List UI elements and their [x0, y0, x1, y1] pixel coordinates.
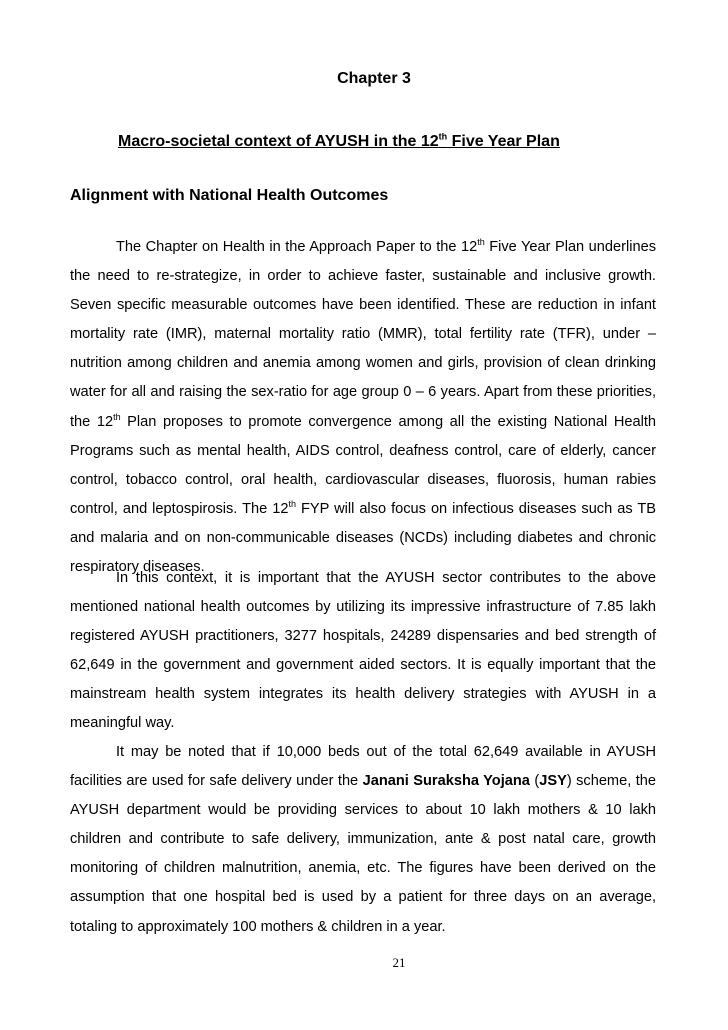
subtitle-superscript: th [438, 131, 448, 142]
chapter-subtitle [118, 133, 560, 151]
p1-sup-3: th [288, 498, 296, 509]
paragraph-ayush-infrastructure [70, 564, 656, 739]
p3-text-3: ) scheme, the AYUSH department would be providing services to about 10 lakh mothers & 10 lakh children and contribute to safe delivery, immunization, ante & post natal care, growth monitoring of children malnutrition, anemia, etc. The figures have been derived on the assumption that one hospital bed is used by a patient for three days on an average, totaling to approximately 100 mothers & children in a year. [70, 773, 656, 935]
p3-bold-scheme-name: Janani Suraksha Yojana [362, 773, 530, 790]
chapter-title [0, 70, 728, 88]
paragraph-health-outcomes [70, 233, 656, 582]
p1-sup-2: th [113, 411, 121, 422]
page-number [0, 955, 728, 971]
subtitle-text-pre: Macro-societal context of AYUSH in the 12 [118, 133, 439, 150]
p3-bold-abbrev: JSY [539, 773, 567, 790]
p1-text-3: Plan proposes to promote convergence among all the existing National Health Programs such as mental health, AIDS control, deafness control, care of elderly, cancer control, tobacco control, oral health, cardiovascular diseases, fluorosis, human rabies control, and leptospirosis. The 12 [70, 413, 657, 517]
p1-sup-1: th [477, 237, 485, 248]
chapter-title-text: Chapter 3 [337, 70, 411, 87]
p1-text-4: FYP will also focus on infectious diseases such as TB and malaria and on non-communicable diseases (NCDs) including diabetes and chronic respiratory diseases. [70, 500, 656, 576]
p3-text-2: ( [529, 773, 540, 790]
section-heading: Alignment with National Health Outcomes [70, 187, 389, 204]
subtitle-text-post: Five Year Plan [447, 133, 560, 150]
page-number-text: 21 [392, 955, 406, 970]
p1-text-2: Five Year Plan underlines the need to re-strategize, in order to achieve faster, sustainable and inclusive growth. Seven specific measurable outcomes have been identified. These are reduction in infant mortality rate (IMR), maternal mortality ratio (MMR), total fertility rate (TFR), under – nutrition among children and anemia among women and girls, provision of clean drinking water for all and raising the sex-ratio for age group 0 – 6 years. Apart from these priorities, the 12 [70, 239, 656, 430]
p2-text: In this context, it is important that the AYUSH sector contributes to the above mentioned national health outcomes by utilizing its impressive infrastructure of 7.85 lakh registered AYUSH practitioners, 3277 hospitals, 24289 dispensaries and bed strength of 62,649 in the government and government aided sectors. It is equally important that the mainstream health system integrates its health delivery strategies with AYUSH in a meaningful way. [70, 570, 656, 732]
p1-text-1: The Chapter on Health in the Approach Paper to the 12 [116, 239, 478, 255]
p3-text-1: It may be noted that if 10,000 beds out of the total 62,649 available in AYUSH facilities are used for safe delivery under the [70, 744, 656, 790]
paragraph-jsy-scheme [70, 738, 656, 942]
